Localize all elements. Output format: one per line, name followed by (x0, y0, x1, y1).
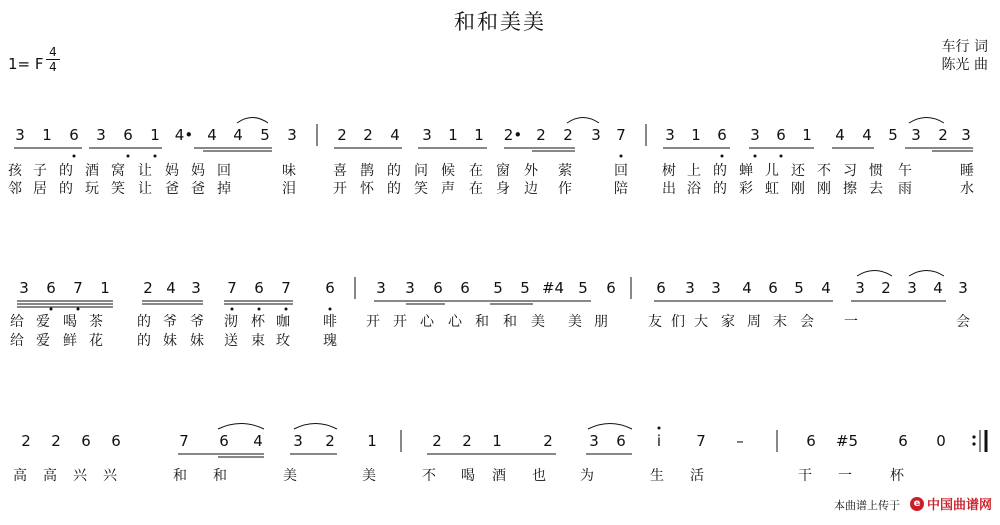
lyric-char: 萦 (558, 163, 572, 179)
lyricist-credit: 车行 词 (941, 39, 988, 55)
score-note: 3 (293, 432, 303, 450)
score-note: 3 (376, 279, 386, 297)
lyric-char-second-verse: 居 (33, 181, 47, 197)
score-note: 1 (492, 432, 502, 450)
lyric-char-second-verse: 送 (224, 333, 238, 349)
score-note: 6 (81, 432, 91, 450)
score-note: 6 (806, 432, 816, 450)
score-note: 4 (933, 279, 943, 297)
octave-dot-below (154, 155, 157, 158)
lyric-char-second-verse: 作 (558, 181, 572, 197)
score-note: 5 (888, 126, 898, 144)
lyric-char: 和 (213, 468, 227, 484)
octave-dot-below (258, 308, 261, 311)
lyric-char: 和 (173, 468, 187, 484)
composer-credit: 陈光 曲 (941, 57, 988, 73)
score-note: 7 (227, 279, 237, 297)
lyric-char-second-verse: 的 (713, 181, 727, 197)
lyric-char-second-verse: 陪 (614, 181, 628, 197)
score-note: 3 (96, 126, 106, 144)
score-note: 4 (862, 126, 872, 144)
lyric-char: 美 (531, 314, 545, 330)
lyric-char-second-verse: 身 (496, 181, 510, 197)
lyric-char: 心 (420, 314, 434, 330)
lyric-char: 候 (441, 163, 455, 179)
lyric-char-second-verse: 去 (869, 181, 883, 197)
tie-slur (237, 118, 268, 124)
lyric-char: 活 (690, 468, 704, 484)
lyric-char: 开 (366, 314, 380, 330)
lyric-char: 问 (414, 163, 428, 179)
octave-dot-below (231, 308, 234, 311)
score-note: 4 (207, 126, 217, 144)
score-note: 6 (606, 279, 616, 297)
lyric-char-second-verse: 彩 (739, 181, 753, 197)
lyric-char: 高 (43, 468, 57, 484)
score-note: 2 (462, 432, 472, 450)
lyric-char-second-verse: 爱 (36, 333, 50, 349)
score-note: 6 (433, 279, 443, 297)
score-note: 3 (589, 432, 599, 450)
song-title: 和和美美 (454, 10, 546, 34)
score-note: 2 (938, 126, 948, 144)
lyric-char-second-verse: 爸 (191, 181, 205, 197)
score-note: 6 (325, 279, 335, 297)
lyric-char-second-verse: 给 (10, 333, 24, 349)
score-note: 1 (691, 126, 701, 144)
score-note: 6 (656, 279, 666, 297)
score-note: 2 (536, 126, 546, 144)
time-signature-top: 4 (49, 45, 57, 59)
octave-dot-below (780, 155, 783, 158)
lyric-char: 周 (747, 314, 761, 330)
lyric-char: 末 (773, 314, 787, 330)
site-logo (910, 494, 992, 513)
tie-slur (857, 271, 892, 277)
score-note: 4 (390, 126, 400, 144)
score-note: #5 (835, 432, 859, 450)
score-note: 3 (958, 279, 968, 297)
score-note: 2• (503, 126, 523, 144)
lyric-char-second-verse: 的 (387, 181, 401, 197)
score-note: 1 (448, 126, 458, 144)
score-note: 2 (432, 432, 442, 450)
score-note: #4 (541, 279, 565, 297)
lyric-char: 妈 (165, 163, 179, 179)
score-note: 6 (69, 126, 79, 144)
score-note: 2 (21, 432, 31, 450)
score-note: 7 (179, 432, 189, 450)
lyric-char: 喝 (461, 468, 475, 484)
lyric-char: 惯 (869, 163, 883, 179)
score-note: i (656, 432, 662, 450)
lyric-char: 的 (137, 314, 151, 330)
score-note: 2 (563, 126, 573, 144)
lyric-char: 会 (800, 314, 814, 330)
score-note: 6 (111, 432, 121, 450)
score-note: 3 (685, 279, 695, 297)
lyric-char: 喝 (63, 314, 77, 330)
score-note: 1 (474, 126, 484, 144)
score-note: 1 (367, 432, 377, 450)
score-note: 2 (543, 432, 553, 450)
lyric-char: 们 (671, 314, 685, 330)
lyric-char: 午 (898, 163, 912, 179)
score-note: 3 (422, 126, 432, 144)
lyric-char-second-verse: 雨 (898, 181, 912, 197)
lyric-char: 沏 (224, 314, 238, 330)
lyric-char-second-verse: 掉 (217, 181, 231, 197)
time-signature-bottom: 4 (49, 60, 57, 74)
lyric-char: 窗 (496, 163, 510, 179)
tie-slur (909, 271, 944, 277)
lyric-char: 干 (798, 468, 812, 484)
score-note: 3 (961, 126, 971, 144)
lyric-char-second-verse: 水 (960, 181, 974, 197)
lyric-char: 爷 (190, 314, 204, 330)
octave-dot-below (754, 155, 757, 158)
key-signature: 1= F (8, 55, 44, 73)
score-note: 6 (46, 279, 56, 297)
lyric-char: 高 (13, 468, 27, 484)
lyric-char: 回 (614, 163, 628, 179)
lyric-char: 不 (817, 163, 831, 179)
lyric-char-second-verse: 笑 (414, 181, 428, 197)
lyric-char: 美 (362, 468, 376, 484)
lyric-char: 杯 (251, 314, 265, 330)
lyric-char: 在 (469, 163, 483, 179)
lyric-char-second-verse: 让 (138, 181, 152, 197)
score-note: 4 (166, 279, 176, 297)
lyric-char-second-verse: 玫 (276, 333, 290, 349)
score-note: 6 (768, 279, 778, 297)
lyric-char: 爱 (36, 314, 50, 330)
lyric-char: 的 (713, 163, 727, 179)
lyric-char-second-verse: 束 (251, 333, 265, 349)
score-note: 7 (616, 126, 626, 144)
octave-dot-above (658, 427, 661, 430)
lyric-char: 家 (721, 314, 735, 330)
lyric-char-second-verse: 刚 (817, 181, 831, 197)
lyric-char: 爷 (163, 314, 177, 330)
lyric-char-second-verse: 妹 (190, 333, 204, 349)
lyric-char: 大 (694, 314, 708, 330)
lyric-char: 啡 (323, 314, 337, 330)
lyric-char-second-verse: 刚 (791, 181, 805, 197)
lyric-char-second-verse: 边 (524, 181, 538, 197)
lyric-char: 的 (387, 163, 401, 179)
lyric-char: 茶 (89, 314, 103, 330)
score-note: 3 (855, 279, 865, 297)
lyric-char: 外 (524, 163, 538, 179)
score-note: 3 (665, 126, 675, 144)
octave-dot-below (620, 155, 623, 158)
lyric-char-second-verse: 在 (469, 181, 483, 197)
site-logo-icon: e (910, 497, 924, 511)
lyric-char: 一 (838, 468, 852, 484)
score-note: 1 (150, 126, 160, 144)
lyric-char: 友 (648, 314, 662, 330)
lyric-char: 和 (475, 314, 489, 330)
site-logo-text: 中国曲谱网 (926, 498, 992, 513)
lyric-char: 味 (282, 163, 296, 179)
lyric-char: 美 (283, 468, 297, 484)
lyric-char: 酒 (85, 163, 99, 179)
lyric-char-second-verse: 虹 (765, 181, 779, 197)
score-note: 3 (911, 126, 921, 144)
lyric-char: 生 (650, 468, 664, 484)
lyric-char: 窝 (111, 163, 125, 179)
lyric-char-second-verse: 爸 (165, 181, 179, 197)
lyric-char: 会 (956, 314, 970, 330)
lyric-char: 不 (422, 468, 436, 484)
tie-slur (567, 118, 599, 124)
score-note: 6 (616, 432, 626, 450)
score-note: 3 (19, 279, 29, 297)
lyric-char: 心 (448, 314, 462, 330)
lyric-char: 儿 (765, 163, 779, 179)
score-note: 5 (493, 279, 503, 297)
score-note: 1 (802, 126, 812, 144)
tie-slur (294, 424, 337, 430)
lyric-char: 兴 (73, 468, 87, 484)
lyric-char: 杯 (890, 468, 904, 484)
octave-dot-below (77, 308, 80, 311)
score-note: 5 (794, 279, 804, 297)
score-note: 3 (711, 279, 721, 297)
lyric-char: 开 (393, 314, 407, 330)
lyric-char-second-verse: 玩 (85, 181, 99, 197)
lyric-char: 美 (568, 314, 582, 330)
lyric-char: 树 (662, 163, 676, 179)
octave-dot-below (285, 308, 288, 311)
score-note: 1 (42, 126, 52, 144)
lyric-char: 为 (580, 468, 594, 484)
lyric-char-second-verse: 浴 (687, 181, 701, 197)
lyric-char-second-verse: 妹 (163, 333, 177, 349)
score-note: 7 (73, 279, 83, 297)
lyric-char: 一 (844, 314, 858, 330)
lyric-char: 酒 (492, 468, 506, 484)
tie-slur (909, 118, 944, 124)
lyric-char: 睡 (960, 163, 974, 179)
score-note: 4 (233, 126, 243, 144)
score-note: 0 (936, 432, 946, 450)
tie-slur (218, 424, 264, 430)
lyric-char: 让 (138, 163, 152, 179)
lyric-char-second-verse: 声 (441, 181, 455, 197)
lyric-char: 喜 (333, 163, 347, 179)
score-note: 7 (281, 279, 291, 297)
score-note: 2 (325, 432, 335, 450)
score-note: 6 (219, 432, 229, 450)
octave-dot-below (127, 155, 130, 158)
score-note: – (736, 432, 744, 450)
score-note: 5 (578, 279, 588, 297)
lyric-char: 回 (217, 163, 231, 179)
lyric-char-second-verse: 出 (662, 181, 676, 197)
lyric-char-second-verse: 鲜 (63, 333, 77, 349)
lyric-char: 兴 (103, 468, 117, 484)
lyric-char-second-verse: 怀 (360, 181, 374, 197)
repeat-dot (972, 435, 975, 438)
score-note: 3 (591, 126, 601, 144)
score-note: 4 (821, 279, 831, 297)
score-note: 4 (253, 432, 263, 450)
score-note: 4• (174, 126, 194, 144)
lyric-char: 给 (10, 314, 24, 330)
score-note: 7 (696, 432, 706, 450)
lyric-char: 习 (843, 163, 857, 179)
score-note: 2 (337, 126, 347, 144)
lyric-char: 子 (33, 163, 47, 179)
score-note: 5 (260, 126, 270, 144)
octave-dot-below (50, 308, 53, 311)
lyric-char-second-verse: 笑 (111, 181, 125, 197)
octave-dot-below (721, 155, 724, 158)
score-note: 1 (100, 279, 110, 297)
upload-note: 本曲谱上传于 (834, 499, 900, 512)
score-note: 3 (15, 126, 25, 144)
score-note: 3 (907, 279, 917, 297)
score-note: 2 (881, 279, 891, 297)
score-note: 2 (143, 279, 153, 297)
score-note: 3 (405, 279, 415, 297)
lyric-char: 妈 (191, 163, 205, 179)
score-note: 6 (123, 126, 133, 144)
score-note: 2 (363, 126, 373, 144)
score-note: 2 (51, 432, 61, 450)
lyric-char: 还 (791, 163, 805, 179)
repeat-dot (972, 442, 975, 445)
lyric-char: 和 (503, 314, 517, 330)
score-note: 3 (750, 126, 760, 144)
lyric-char-second-verse: 的 (137, 333, 151, 349)
lyric-char: 也 (532, 468, 546, 484)
lyric-char: 的 (59, 163, 73, 179)
lyric-char-second-verse: 擦 (843, 181, 857, 197)
score-note: 4 (835, 126, 845, 144)
lyric-char: 朋 (594, 314, 608, 330)
score-note: 6 (776, 126, 786, 144)
lyric-char: 上 (687, 163, 701, 179)
score-note: 5 (520, 279, 530, 297)
score-note: 3 (287, 126, 297, 144)
lyric-char-second-verse: 的 (59, 181, 73, 197)
lyric-char: 咖 (276, 314, 290, 330)
score-note: 6 (254, 279, 264, 297)
octave-dot-below (329, 308, 332, 311)
lyric-char: 蝉 (739, 163, 753, 179)
lyric-char-second-verse: 邻 (8, 181, 22, 197)
tie-slur (588, 424, 632, 430)
lyric-char: 鹊 (360, 163, 374, 179)
score-note: 6 (898, 432, 908, 450)
score-note: 6 (460, 279, 470, 297)
lyric-char-second-verse: 花 (89, 333, 103, 349)
lyric-char-second-verse: 泪 (282, 181, 296, 197)
score-note: 6 (717, 126, 727, 144)
octave-dot-below (73, 155, 76, 158)
score-note: 3 (191, 279, 201, 297)
lyric-char-second-verse: 开 (333, 181, 347, 197)
score-note: 4 (742, 279, 752, 297)
lyric-char: 孩 (8, 163, 22, 179)
lyric-char-second-verse: 瑰 (323, 333, 337, 349)
